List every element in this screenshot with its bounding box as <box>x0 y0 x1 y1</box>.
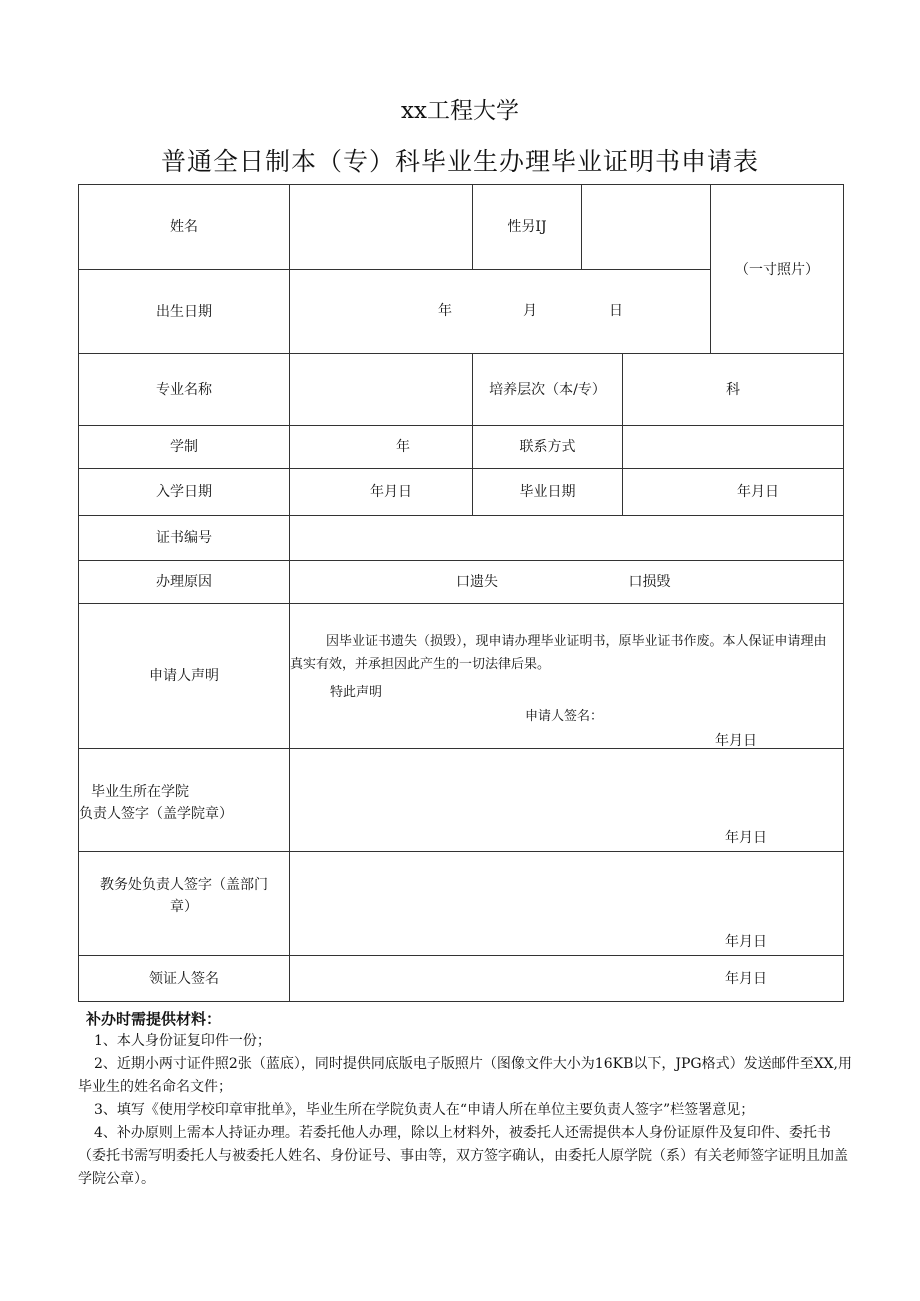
birth-field[interactable] <box>290 270 711 354</box>
notes-list <box>78 1030 858 1191</box>
contact-label: 联系方式 <box>473 426 623 469</box>
college-signature-label <box>79 749 290 852</box>
major-field[interactable] <box>290 354 473 426</box>
college-signature-field[interactable] <box>290 749 844 852</box>
gender-field[interactable] <box>582 185 711 270</box>
birth-year-label: 年 <box>438 303 452 319</box>
major-label: 专业名称 <box>79 354 290 426</box>
declaration-cell <box>290 604 844 749</box>
level-label: 培养层次（本/专） <box>473 354 623 426</box>
birth-month-label: 月 <box>523 303 537 319</box>
reason-label: 办理原因 <box>79 561 290 604</box>
academic-date: 年月日 <box>725 934 767 950</box>
reason-lost-checkbox[interactable]: 口遗失 <box>456 574 498 590</box>
gender-label: 性另IJ <box>473 185 582 270</box>
academic-label-line1: 教务处负责人签字（盖部门 <box>100 876 268 893</box>
receiver-date: 年月日 <box>725 971 767 987</box>
academic-signature-label <box>79 852 290 956</box>
receiver-label: 领证人签名 <box>79 956 290 1002</box>
declaration-label: 申请人声明 <box>79 604 290 749</box>
birth-day-label: 日 <box>609 303 623 319</box>
college-label-line1: 毕业生所在学院 <box>91 784 189 800</box>
level-value[interactable]: 科 <box>623 354 844 426</box>
grad-date-label: 毕业日期 <box>473 469 623 516</box>
duration-value[interactable]: 年 <box>290 426 473 469</box>
enroll-date-value[interactable]: 年月日 <box>290 469 473 516</box>
note-item: 1、本人身份证复印件一份； <box>94 1033 271 1049</box>
photo-label: （一寸照片） <box>735 262 819 278</box>
declaration-special: 特此声明 <box>330 685 383 700</box>
notes-heading: 补办时需提供材料： <box>86 1010 222 1028</box>
form-title: 普通全日制本（专）科毕业生办理毕业证明书申请表 <box>160 147 759 176</box>
contact-field[interactable] <box>623 426 844 469</box>
reason-damaged-checkbox[interactable]: 口损毁 <box>628 574 671 590</box>
academic-label-line2: 章） <box>170 898 198 915</box>
college-date: 年月日 <box>725 830 767 846</box>
note-item: 4、补办原则上需本人持证办理。若委托他人办理，除以上材料外，被委托人还需提供本人身份证原件及复印件、委托书（委托书需写明委托人与被委托人姓名、身份证号、事由等，双方签字确认，由委托人原学院（系）有关老师签字证明且加盖学院公章）。 <box>78 1125 848 1187</box>
note-item: 2、近期小两寸证件照2张（蓝底），同时提供同底版电子版照片（图像文件大小为16KB以下，JPG格式）发送邮件至XX,用毕业生的姓名命名文件； <box>78 1056 852 1095</box>
reason-options <box>290 561 844 604</box>
university-title: xx工程大学 <box>401 98 519 124</box>
name-field[interactable] <box>290 185 473 270</box>
birth-label: 出生日期 <box>79 270 290 354</box>
declaration-text: 因毕业证书遗失（损毁），现申请办理毕业证明书，原毕业证书作废。本人保证申请理由真实有效，并承担因此产生的一切法律后果。 <box>290 634 827 672</box>
receiver-signature-field[interactable] <box>290 956 844 1002</box>
cert-number-label: 证书编号 <box>79 516 290 561</box>
note-item: 3、填写《使用学校印章审批单》，毕业生所在学院负责人在“申请人所在单位主要负责人签字”栏签署意见； <box>94 1102 755 1118</box>
duration-label: 学制 <box>79 426 290 469</box>
cert-number-field[interactable] <box>290 516 844 561</box>
name-label: 姓名 <box>79 185 290 270</box>
declaration-date: 年月日 <box>715 733 757 749</box>
enroll-date-label: 入学日期 <box>79 469 290 516</box>
college-label-line2: 负责人签字（盖学院章） <box>79 806 233 822</box>
photo-box <box>711 185 844 354</box>
applicant-signature-label: 申请人签名： <box>525 709 604 724</box>
grad-date-value[interactable]: 年月日 <box>623 469 844 516</box>
academic-signature-field[interactable] <box>290 852 844 956</box>
application-form-table <box>78 184 844 1002</box>
